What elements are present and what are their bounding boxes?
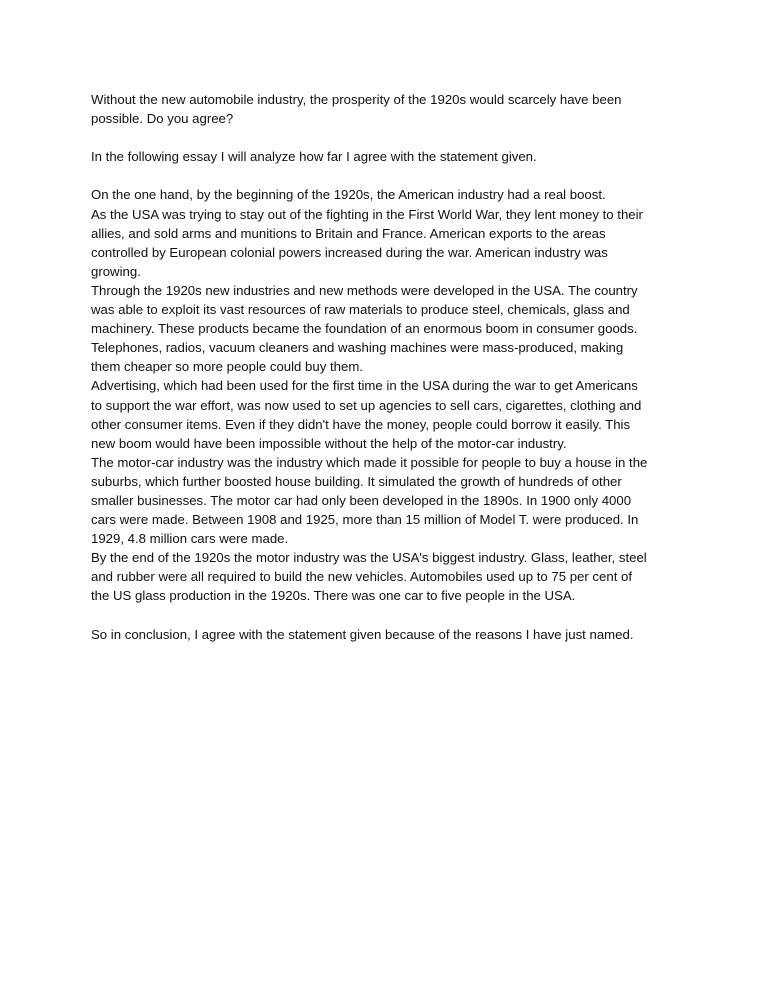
text-line: the US glass production in the 1920s. There was one car to five people in the USA. xyxy=(91,588,576,604)
text-line: other consumer items. Even if they didn't have the money, people could borrow it easily. This xyxy=(91,416,631,432)
text-line: So in conclusion, I agree with the statement given because of the reasons I have just named. xyxy=(91,626,634,642)
text-line: On the one hand, by the beginning of the 1920s, the American industry had a real boost. xyxy=(91,187,606,203)
text-line: By the end of the 1920s the motor industry was the USA's biggest industry. Glass, leather, steel xyxy=(91,550,647,566)
text-line: possible. Do you agree? xyxy=(91,111,234,127)
text-line: smaller businesses. The motor car had only been developed in the 1890s. In 1900 only 4000 xyxy=(91,492,632,508)
text-line: new boom would have been impossible without the help of the motor-car industry. xyxy=(91,435,567,451)
text-line: Advertising, which had been used for the first time in the USA during the war to get Americans xyxy=(91,378,638,394)
text-line: The motor-car industry was the industry which made it possible for people to buy a house in the xyxy=(91,454,648,470)
paragraph xyxy=(91,185,691,605)
essay-body xyxy=(91,90,691,644)
text-line: them cheaper so more people could buy them. xyxy=(91,359,363,375)
text-line: growing. xyxy=(91,263,141,279)
paragraph xyxy=(91,147,691,166)
text-line: to support the war effort, was now used to set up agencies to sell cars, cigarettes, clothing and xyxy=(91,397,642,413)
text-line: machinery. These products became the foundation of an enormous boom in consumer goods. xyxy=(91,321,638,337)
text-line: As the USA was trying to stay out of the fighting in the First World War, they lent money to their xyxy=(91,206,643,222)
text-line: Without the new automobile industry, the prosperity of the 1920s would scarcely have been xyxy=(91,92,622,107)
text-line: Through the 1920s new industries and new methods were developed in the USA. The country xyxy=(91,282,638,298)
text-line: suburbs, which further boosted house building. It simulated the growth of hundreds of other xyxy=(91,473,622,489)
text-line: controlled by European colonial powers increased during the war. American industry was xyxy=(91,244,608,260)
text-line: In the following essay I will analyze how far I agree with the statement given. xyxy=(91,149,537,165)
text-line: allies, and sold arms and munitions to Britain and France. American exports to the areas xyxy=(91,225,606,241)
text-line: and rubber were all required to build the new vehicles. Automobiles used up to 75 per cent of xyxy=(91,569,633,585)
text-line: was able to exploit its vast resources of raw materials to produce steel, chemicals, glass and xyxy=(91,302,630,318)
paragraph-gap xyxy=(91,606,691,625)
paragraph-gap xyxy=(91,128,691,147)
text-line: Telephones, radios, vacuum cleaners and washing machines were mass-produced, making xyxy=(91,340,624,356)
paragraph xyxy=(91,625,691,644)
text-line: 1929, 4.8 million cars were made. xyxy=(91,531,289,547)
text-line: cars were made. Between 1908 and 1925, more than 15 million of Model T. were produced. In xyxy=(91,512,639,528)
paragraph-gap xyxy=(91,166,691,185)
paragraph xyxy=(91,90,691,128)
